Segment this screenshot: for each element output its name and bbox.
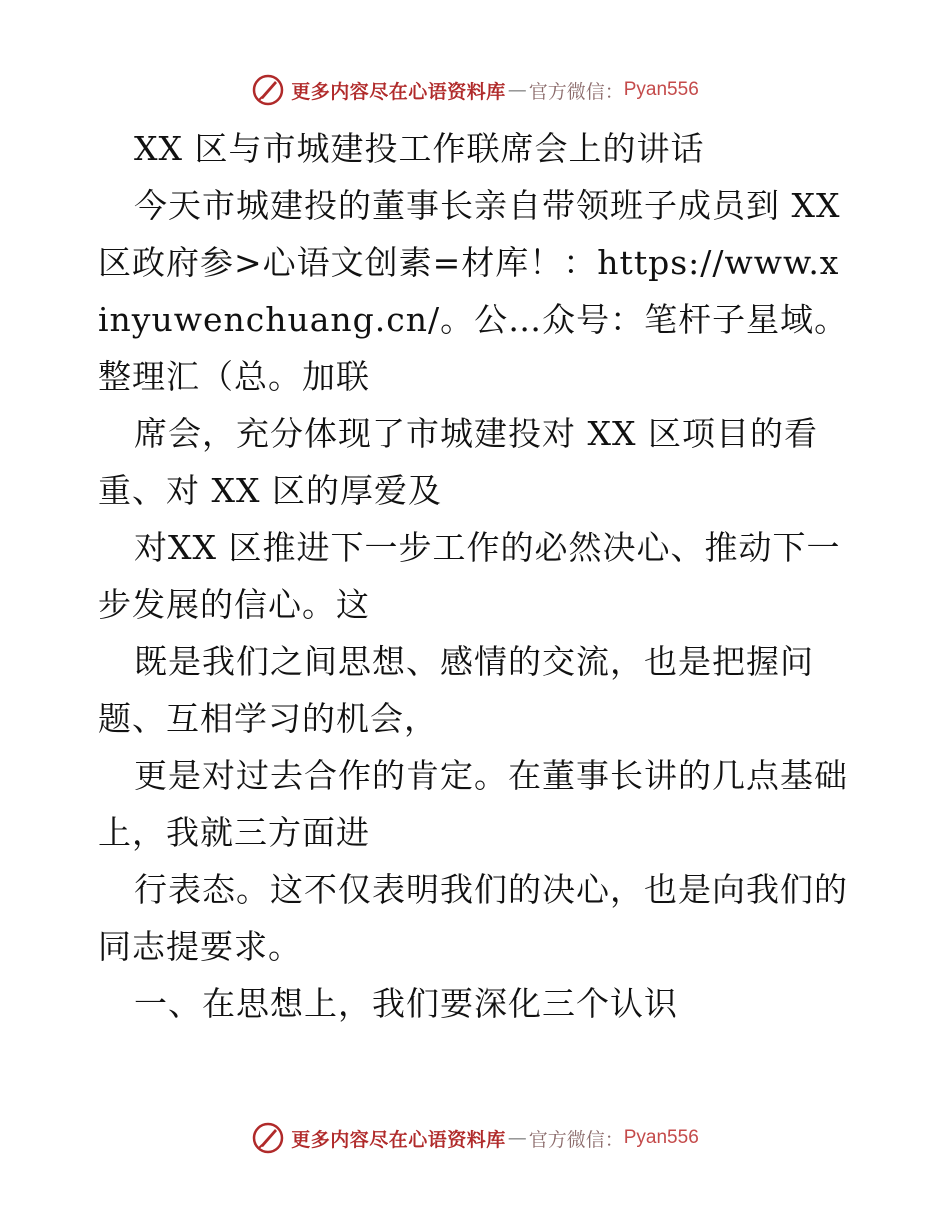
header-banner [0,68,950,112]
paragraph: 行表态。这不仅表明我们的决心，也是向我们的同志提要求。 [98,870,848,966]
document-body [98,120,850,1032]
quill-logo-icon [251,1121,285,1155]
paragraph: 更是对过去合作的肯定。在董事长讲的几点基础上，我就三方面进 [98,756,848,852]
banner-dash: — [507,1127,527,1149]
section-heading: 一、在思想上，我们要深化三个认识 [134,984,678,1023]
banner-brand: 更多内容尽在心语资料库 [291,80,506,103]
banner-label: 官方微信： [528,80,624,103]
paragraph: 今天市城建投的董事长亲自带领班子成员到 XX 区政府参>心语文创素=材库！：https://www.xinyuwenchuang.cn/。公…众号：笔杆子星域。整理汇（总。加联 [98,186,849,396]
banner-account: Pyan556 [623,1127,699,1148]
paragraph: 席会，充分体现了市城建投对 XX 区项目的看重、对 XX 区的厚爱及 [98,414,818,510]
paragraph: 既是我们之间思想、感情的交流，也是把握问题、互相学习的机会， [98,642,814,738]
document-title: XX 区与市城建投工作联席会上的讲话 [134,129,705,168]
paragraph: 对XX 区推进下一步工作的必然决心、推动下一步发展的信心。这 [98,528,841,624]
banner-brand: 更多内容尽在心语资料库 [291,1128,506,1151]
footer-banner [0,1116,950,1160]
banner-account: Pyan556 [623,79,699,100]
banner-dash: — [507,79,527,101]
banner-label: 官方微信： [528,1128,624,1151]
quill-logo-icon [251,73,285,107]
